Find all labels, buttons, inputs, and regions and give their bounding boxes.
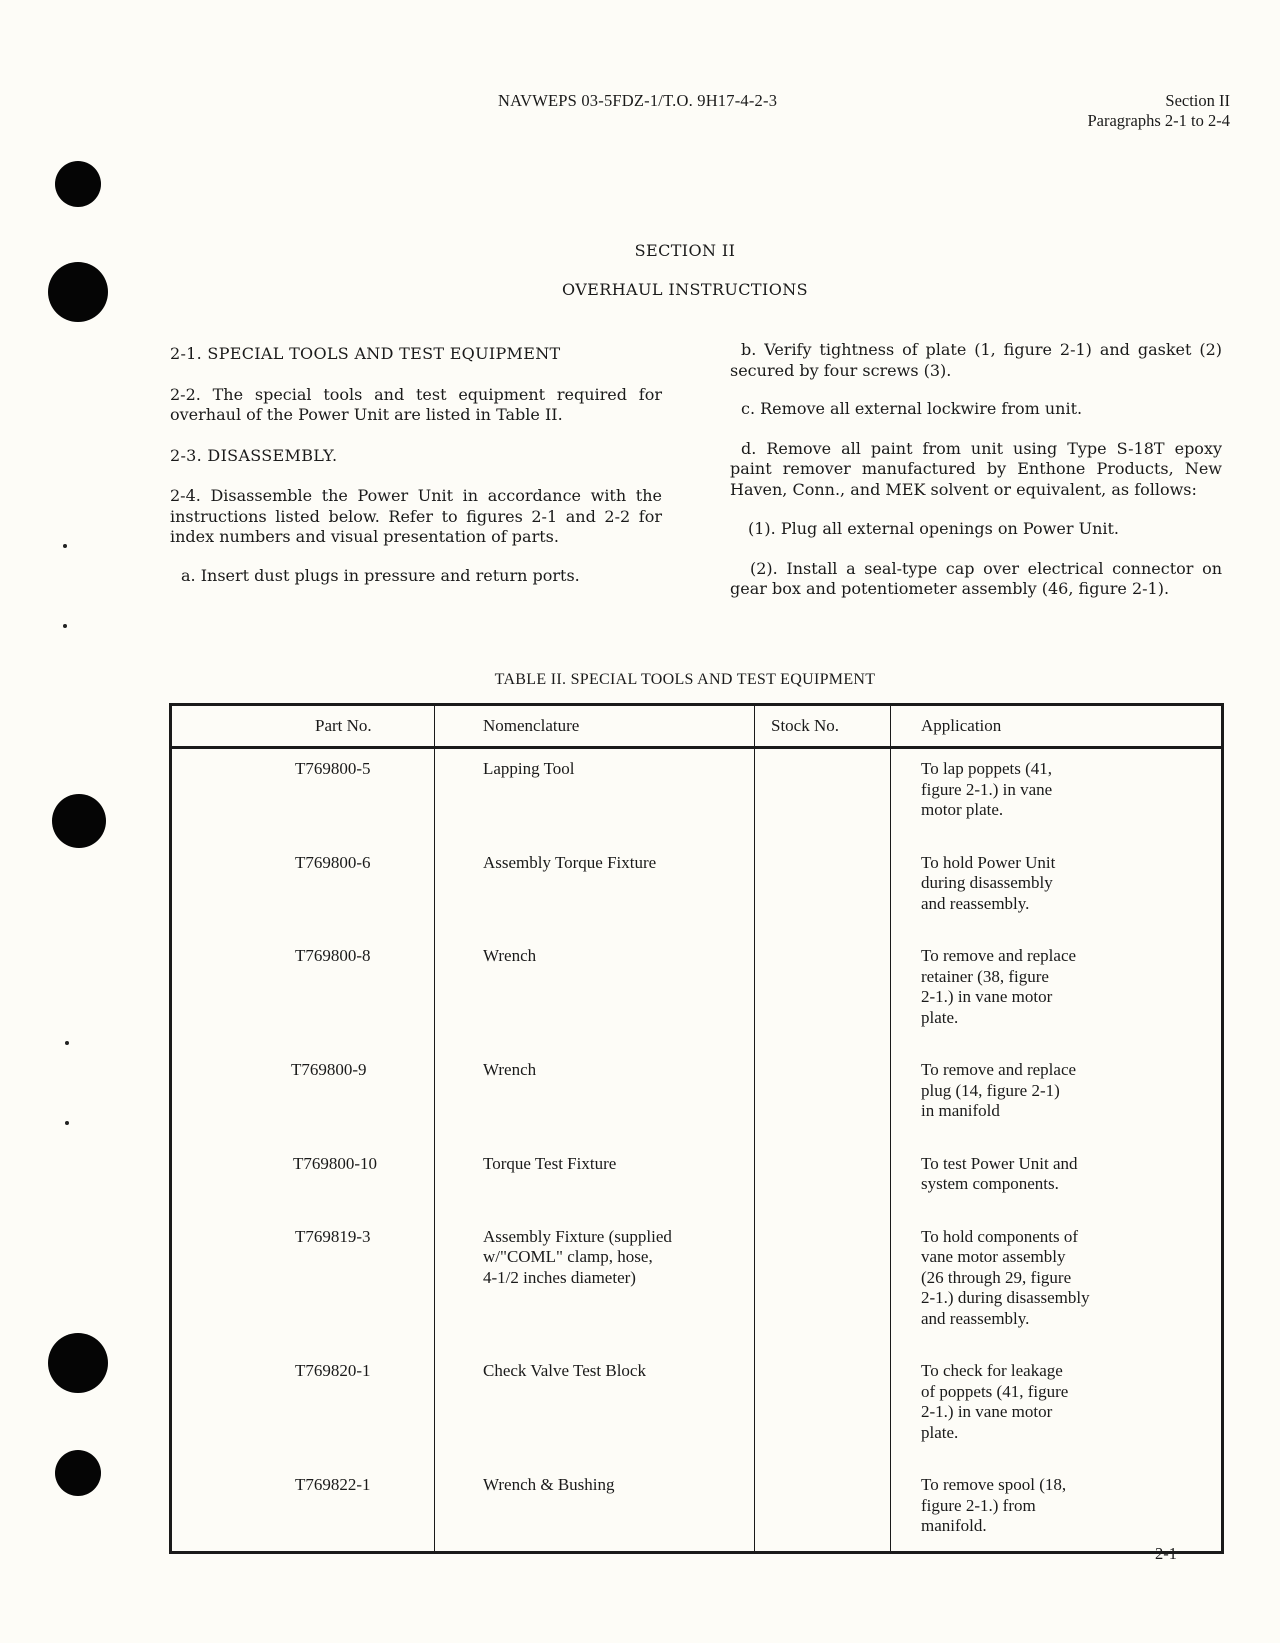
- speck: [63, 624, 67, 628]
- part-number: T769822-1: [295, 1475, 371, 1494]
- column-header-part-no: Part No.: [171, 705, 435, 748]
- stock-number: [755, 1144, 890, 1176]
- stock-number: [755, 843, 890, 875]
- page-number: 2-1: [1155, 1544, 1177, 1563]
- paragraph-2-2: 2-2. The special tools and test equipment required for overhaul of the Power Unit are listed in Table II.: [170, 384, 662, 424]
- stock-number: [755, 1351, 890, 1383]
- nomenclature: Assembly Torque Fixture: [483, 852, 657, 872]
- step-d-2: (2). Install a seal-type cap over electrical connector on gear box and potentiometer assembly (46, figure 2-1).: [730, 558, 1222, 598]
- column-header-stock-no: Stock No.: [755, 705, 891, 748]
- paragraph-2-4: 2-4. Disassemble the Power Unit in accordance with the instructions listed below. Refer to figures 2-1 and 2-2 for index numbers and visual presentation of parts.: [170, 486, 662, 546]
- step-d: d. Remove all paint from unit using Type S-18T epoxy paint remover manufactured by Enthone Products, New Haven, Conn., and MEK solvent or equivalent, as follows:: [730, 438, 1222, 499]
- column-header-application: Application: [891, 705, 1223, 748]
- document-number: NAVWEPS 03-5FDZ-1/T.O. 9H17-4-2-3: [498, 91, 778, 110]
- application: To hold components of vane motor assembly (26 through 29, figure 2-1.) during disassembly and reassembly.: [921, 1226, 1090, 1328]
- nomenclature: Lapping Tool: [483, 759, 575, 778]
- section-title: SECTION II: [634, 241, 736, 260]
- application: To remove spool (18, figure 2-1.) from manifold.: [921, 1475, 1067, 1535]
- nomenclature: Wrench: [483, 1060, 537, 1079]
- nomenclature: Assembly Fixture (supplied w/"COML" clamp, hose, 4-1/2 inches diameter): [483, 1226, 672, 1287]
- stock-number: [755, 1217, 890, 1249]
- step-d-1: (1). Plug all external openings on Power Unit.: [748, 519, 1119, 538]
- stock-number: [755, 1050, 890, 1082]
- nomenclature: Torque Test Fixture: [483, 1153, 617, 1173]
- table-row: [171, 1050, 1223, 1144]
- part-number: T769800-6: [295, 852, 371, 872]
- column-header-nomenclature: Nomenclature: [435, 705, 755, 748]
- nomenclature: Wrench & Bushing: [483, 1475, 615, 1494]
- stock-number: [755, 1465, 890, 1489]
- nomenclature: Check Valve Test Block: [483, 1361, 646, 1380]
- part-number: T769800-8: [295, 946, 371, 965]
- speck: [65, 1041, 69, 1045]
- step-c: c. Remove all external lockwire from unit.: [741, 399, 1083, 418]
- section-reference: [1087, 91, 1230, 131]
- speck: [63, 544, 67, 548]
- paragraph-2-1-heading: 2-1. SPECIAL TOOLS AND TEST EQUIPMENT: [170, 344, 561, 363]
- nomenclature: Wrench: [483, 946, 537, 965]
- section-label: Section II: [1165, 91, 1230, 110]
- table-row: [171, 1217, 1223, 1352]
- section-subtitle: OVERHAUL INSTRUCTIONS: [561, 280, 809, 299]
- punch-hole: [55, 161, 101, 207]
- paragraph-2-3-heading: 2-3. DISASSEMBLY.: [170, 445, 338, 465]
- application: To lap poppets (41, figure 2-1.) in vane motor plate.: [921, 759, 1053, 819]
- speck: [65, 1121, 69, 1125]
- table-row: [171, 1144, 1223, 1217]
- part-number: T769819-3: [295, 1226, 371, 1246]
- punch-hole: [55, 1450, 101, 1496]
- table-row: [171, 748, 1223, 843]
- left-column: [170, 344, 662, 603]
- table-title: TABLE II. SPECIAL TOOLS AND TEST EQUIPMENT: [494, 671, 876, 688]
- part-number: T769820-1: [295, 1361, 371, 1380]
- table-header-row: [171, 705, 1223, 748]
- step-a: a. Insert dust plugs in pressure and return ports.: [181, 565, 580, 585]
- step-b: b. Verify tightness of plate (1, figure 2-1) and gasket (2) secured by four screws (3).: [730, 340, 1222, 380]
- table-row: [171, 936, 1223, 1050]
- part-number: T769800-10: [293, 1153, 378, 1173]
- table-row: [171, 843, 1223, 937]
- punch-hole: [48, 1333, 108, 1393]
- right-column: [730, 340, 1222, 617]
- stock-number: [755, 936, 890, 968]
- application: To hold Power Unit during disassembly and reassembly.: [921, 852, 1056, 913]
- table-row: [171, 1465, 1223, 1552]
- application: To remove and replace retainer (38, figure 2-1.) in vane motor plate.: [921, 946, 1077, 1027]
- table-row: [171, 1351, 1223, 1465]
- part-number: T769800-5: [295, 759, 371, 778]
- application: To check for leakage of poppets (41, figure 2-1.) in vane motor plate.: [921, 1361, 1069, 1442]
- stock-number: [755, 749, 890, 781]
- application: To remove and replace plug (14, figure 2-1) in manifold: [921, 1060, 1077, 1120]
- punch-hole: [52, 794, 106, 848]
- special-tools-table: [169, 703, 1224, 1554]
- paragraph-range: Paragraphs 2-1 to 2-4: [1087, 111, 1230, 130]
- application: To test Power Unit and system components.: [921, 1153, 1078, 1193]
- part-number: T769800-9: [291, 1060, 367, 1079]
